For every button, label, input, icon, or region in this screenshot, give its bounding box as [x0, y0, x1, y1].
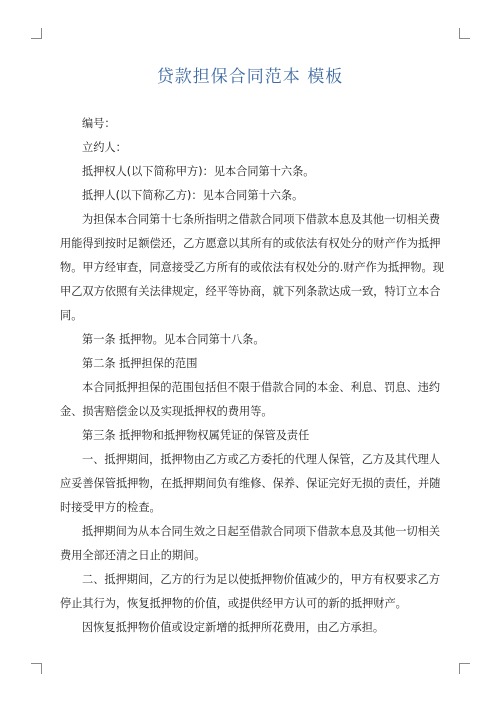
corner-mark-top-left: [31, 28, 42, 39]
document-body: [60, 112, 444, 640]
paragraph-contract-number: 编号：: [82, 117, 116, 130]
paragraph-signatory: 立约人：: [82, 141, 127, 154]
paragraph-mortgagee: 抵押权人(以下简称甲方)：见本合同第十六条。: [82, 165, 315, 178]
paragraph-article-2-heading: 第二条 抵押担保的范围: [82, 357, 198, 370]
document-title: 贷款担保合同范本 模板: [156, 67, 344, 87]
paragraph-restoration-costs: 因恢复抵押物价值或设定新增的抵押所花费用，由乙方承担。: [82, 621, 385, 634]
paragraph-mortgage-period: 抵押期间为从本合同生效之日起至借款合同项下借款本息及其他一切相关费用全部还清之日止的期间。: [60, 525, 441, 562]
paragraph-mortgagor: 抵押人(以下简称乙方)：见本合同第十六条。: [82, 189, 304, 202]
corner-mark-bottom-left: [31, 663, 42, 674]
paragraph-article-1: 第一条 抵押物。见本合同第十八条。: [82, 333, 265, 346]
corner-mark-bottom-right: [459, 663, 470, 674]
paragraph-article-3-item-2: 二、抵押期间，乙方的行为足以使抵押物价值减少的，甲方有权要求乙方停止其行为，恢复抵押物的价值，或提供经甲方认可的新的抵押财产。: [60, 573, 441, 610]
paragraph-article-2-body: 本合同抵押担保的范围包括但不限于借款合同的本金、利息、罚息、违约金、损害赔偿金以及实现抵押权的费用等。: [60, 381, 441, 418]
corner-mark-top-right: [459, 28, 470, 39]
paragraph-preamble: 为担保本合同第十七条所指明之借款合同项下借款本息及其他一切相关费用能得到按时足额偿还，乙方愿意以其所有的或依法有权处分的财产作为抵押物。甲方经审查，同意接受乙方所有的或依法有权处分的.财产作为抵押物。现甲乙双方依照有关法律规定，经平等协商，就下列条款达成一致，特订立本合同。: [60, 213, 444, 322]
paragraph-article-3-heading: 第三条 抵押物和抵押物权属凭证的保管及责任: [82, 429, 310, 442]
paragraph-article-3-item-1: 一、抵押期间，抵押物由乙方或乙方委托的代理人保管，乙方及其代理人应妥善保管抵押物，在抵押期间负有维修、保养、保证完好无损的责任，并随时接受甲方的检查。: [60, 453, 441, 514]
